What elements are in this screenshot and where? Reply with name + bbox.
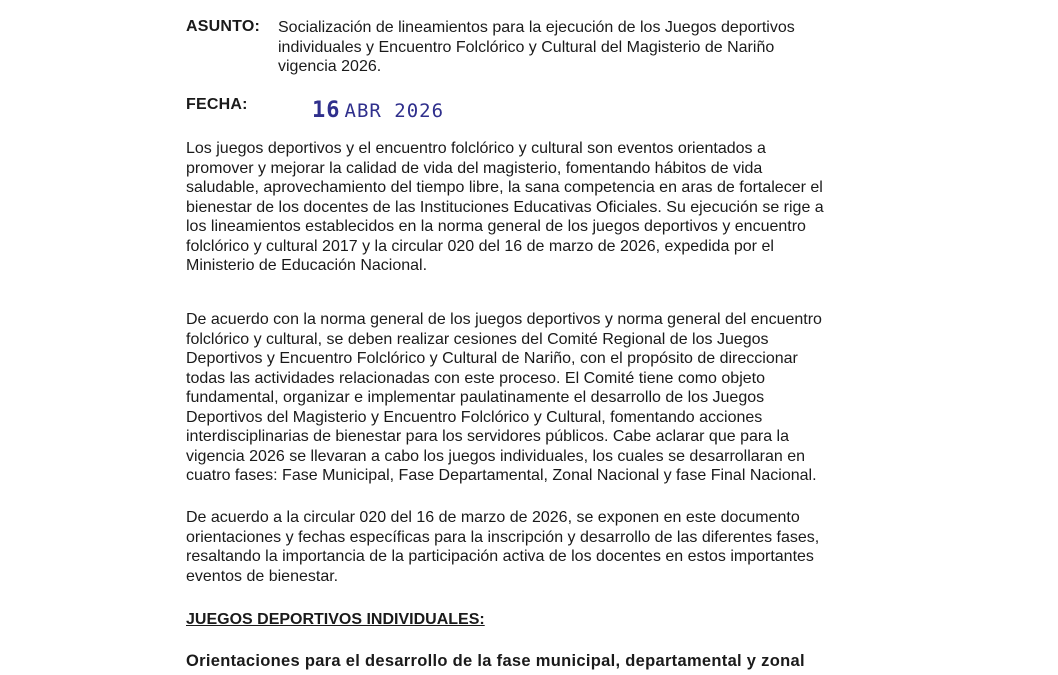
- asunto-text: Socialización de lineamientos para la ejecución de los Juegos deportivos individuales y Encuentro Folclórico y Cultural del Magisterio de Nariño vigencia 2026.: [278, 19, 795, 75]
- fecha-label: FECHA:: [186, 96, 248, 113]
- asunto-label: ASUNTO:: [186, 18, 260, 35]
- paragraph-committee: De acuerdo con la norma general de los juegos deportivos y norma general del encuentro folclórico y cultural, se deben realizar cesiones del Comité Regional de los Juegos Deportivos y Encuentro Folclórico y Cultural de Nariño, con el propósito de direccionar todas las actividades relacionadas con este proceso. El Comité tiene como objeto fundamental, organizar e implementar paulatinamente el desarrollo de los Juegos Deportivos del Magisterio y Encuentro Folclórico y Cultural, fomentando acciones interdisciplinarias de bienestar para los servidores públicos. Cabe aclarar que para la vigencia 2026 se llevaran a cabo los juegos individuales, los cuales se desarrollaran en cuatro fases: Fase Municipal, Fase Departamental, Zonal Nacional y fase Final Nacional.: [186, 311, 822, 484]
- section-title: JUEGOS DEPORTIVOS INDIVIDUALES:: [186, 611, 485, 628]
- paragraph-circular: De acuerdo a la circular 020 del 16 de marzo de 2026, se exponen en este documento orientaciones y fechas específicas para la inscripción y desarrollo de las diferentes fases, resaltando la importancia de la participación activa de los docentes en estos importantes eventos de bienestar.: [186, 509, 820, 585]
- date-stamp-day: 16: [312, 98, 341, 123]
- subheading: Orientaciones para el desarrollo de la fase municipal, departamental y zonal: [186, 652, 805, 670]
- date-stamp: [312, 98, 444, 123]
- paragraph-intro: Los juegos deportivos y el encuentro folclórico y cultural son eventos orientados a promover y mejorar la calidad de vida del magisterio, fomentando hábitos de vida saludable, aprovechamiento del tiempo libre, la sana competencia en aras de fortalecer el bienestar de los docentes de las Instituciones Educativas Oficiales. Su ejecución se rige a los lineamientos establecidos en la norma general de los juegos deportivos y encuentro folclórico y cultural 2017 y la circular 020 del 16 de marzo de 2026, expedida por el Ministerio de Educación Nacional.: [186, 140, 824, 274]
- date-stamp-month-year: ABR 2026: [344, 100, 445, 122]
